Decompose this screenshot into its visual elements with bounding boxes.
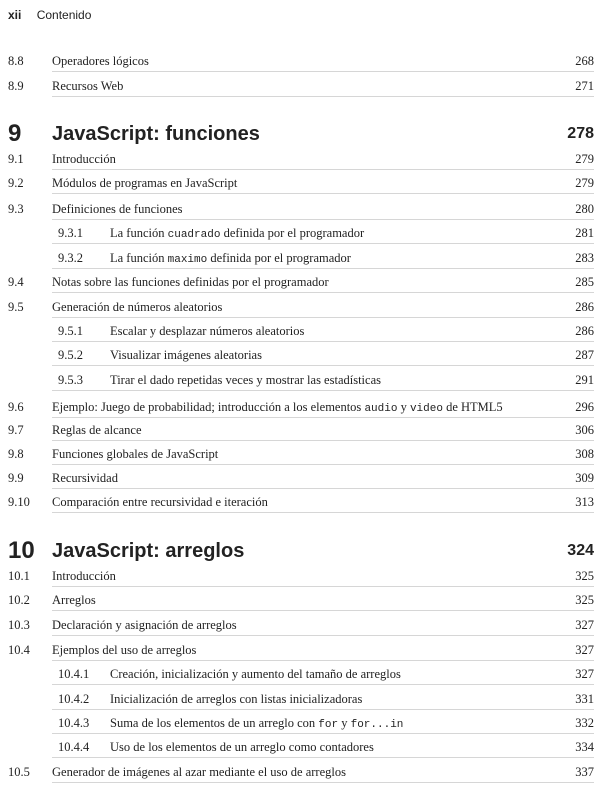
section-number: 8.8 [8, 54, 24, 68]
section-title: Declaración y asignación de arreglos [52, 618, 237, 632]
page-number: 285 [575, 275, 594, 289]
page-number: 271 [575, 79, 594, 93]
section-number: 10.3 [8, 618, 30, 632]
section-title: Creación, inicialización y aumento del tamaño de arreglos [110, 667, 401, 681]
page-number: 324 [567, 542, 594, 559]
toc-entry[interactable] [0, 398, 600, 416]
section-number: 9.5 [8, 300, 24, 314]
section-number: 9.3 [8, 202, 24, 216]
toc-entry[interactable] [0, 690, 600, 708]
section-title: Ejemplo: Juego de probabilidad; introducción a los elementos audio y video de HTML5 [52, 400, 503, 415]
code-term: cuadrado [167, 229, 221, 241]
page-number: 325 [575, 593, 594, 607]
section-number: 10.5 [8, 765, 30, 779]
page-number: 313 [575, 495, 594, 509]
row-divider [52, 586, 594, 587]
header-page-number: xii [8, 8, 22, 22]
chapter-number: 10 [8, 537, 35, 564]
row-divider [52, 782, 594, 783]
section-number: 9.8 [8, 447, 24, 461]
chapter-number: 9 [8, 120, 22, 147]
section-number: 9.4 [8, 275, 24, 289]
page-number: 279 [575, 176, 594, 190]
toc-entry[interactable] [0, 77, 600, 95]
section-number: 8.9 [8, 79, 24, 93]
chapter-title: JavaScript: funciones [52, 123, 260, 145]
row-divider [52, 635, 594, 636]
section-number: 9.2 [8, 176, 24, 190]
row-divider [52, 341, 594, 342]
row-divider [52, 71, 594, 72]
section-title: Comparación entre recursividad e iteración [52, 495, 268, 509]
page-number: 291 [575, 373, 594, 387]
section-number: 10.1 [8, 569, 30, 583]
page-number: 279 [575, 152, 594, 166]
page-number: 296 [575, 400, 594, 414]
section-number: 10.2 [8, 593, 30, 607]
toc-entry[interactable] [0, 200, 600, 218]
page-number: 327 [575, 667, 594, 681]
row-divider [52, 488, 594, 489]
section-number: 9.1 [8, 152, 24, 166]
section-number: 10.4.3 [58, 716, 90, 730]
row-divider [52, 193, 594, 194]
page-number: 281 [575, 226, 594, 240]
toc-entry[interactable] [0, 763, 600, 781]
row-divider [52, 417, 594, 418]
section-number: 10.4.2 [58, 692, 90, 706]
code-term: video [409, 403, 443, 415]
section-title: Definiciones de funciones [52, 202, 183, 216]
page-number: 325 [575, 569, 594, 583]
section-title: Módulos de programas en JavaScript [52, 176, 238, 190]
section-title: Introducción [52, 569, 116, 583]
toc-entry[interactable] [0, 298, 600, 316]
code-term: for [318, 719, 339, 731]
toc-entry[interactable] [0, 421, 600, 439]
page-number: 327 [575, 643, 594, 657]
page-number: 309 [575, 471, 594, 485]
section-title: Reglas de alcance [52, 423, 142, 437]
section-title: Notas sobre las funciones definidas por el programador [52, 275, 329, 289]
section-title: Uso de los elementos de un arreglo como contadores [110, 740, 374, 754]
page-number: 327 [575, 618, 594, 632]
toc-entry[interactable] [0, 249, 600, 267]
section-title: Introducción [52, 152, 116, 166]
page-header [8, 8, 91, 22]
page-number: 286 [575, 300, 594, 314]
row-divider [52, 268, 594, 269]
row-divider [52, 610, 594, 611]
code-term: audio [364, 403, 398, 415]
page-number: 332 [575, 716, 594, 730]
row-divider [52, 365, 594, 366]
row-divider [52, 219, 594, 220]
section-title: Arreglos [52, 593, 96, 607]
section-number: 9.5.1 [58, 324, 83, 338]
section-title: Recursos Web [52, 79, 124, 93]
page-number: 308 [575, 447, 594, 461]
section-number: 10.4.4 [58, 740, 90, 754]
section-number: 9.5.3 [58, 373, 83, 387]
row-divider [52, 733, 594, 734]
toc-entry[interactable] [0, 346, 600, 364]
section-number: 9.3.1 [58, 226, 83, 240]
section-number: 9.3.2 [58, 251, 83, 265]
section-title: Recursividad [52, 471, 118, 485]
section-title: Ejemplos del uso de arreglos [52, 643, 197, 657]
toc-entry[interactable] [0, 322, 600, 340]
toc-entry[interactable] [0, 665, 600, 683]
chapter-heading[interactable] [0, 537, 600, 565]
page-number: 283 [575, 251, 594, 265]
section-title: Suma de los elementos de un arreglo con for y for...in [110, 716, 404, 731]
row-divider [52, 96, 594, 97]
chapter-title: JavaScript: arreglos [52, 540, 245, 562]
code-term: maximo [167, 254, 208, 266]
toc-entry[interactable] [0, 591, 600, 609]
toc-entry[interactable] [0, 714, 600, 732]
toc-entry[interactable] [0, 616, 600, 634]
section-title: Generación de números aleatorios [52, 300, 223, 314]
row-divider [52, 464, 594, 465]
row-divider [52, 390, 594, 391]
page-number: 280 [575, 202, 594, 216]
toc-entry[interactable] [0, 371, 600, 389]
toc-entry[interactable] [0, 738, 600, 756]
page-number: 306 [575, 423, 594, 437]
row-divider [52, 292, 594, 293]
section-number: 9.10 [8, 495, 30, 509]
section-title: La función maximo definida por el programador [110, 251, 351, 266]
row-divider [52, 660, 594, 661]
page-number: 286 [575, 324, 594, 338]
page-number: 334 [575, 740, 594, 754]
toc-entry[interactable] [0, 641, 600, 659]
code-term: for...in [350, 719, 404, 731]
row-divider [52, 317, 594, 318]
toc-entry[interactable] [0, 52, 600, 70]
section-number: 10.4 [8, 643, 30, 657]
row-divider [52, 684, 594, 685]
toc-entry[interactable] [0, 150, 600, 168]
page-number: 287 [575, 348, 594, 362]
section-number: 9.5.2 [58, 348, 83, 362]
section-number: 9.7 [8, 423, 24, 437]
section-title: Visualizar imágenes aleatorias [110, 348, 262, 362]
row-divider [52, 440, 594, 441]
section-title: La función cuadrado definida por el programador [110, 226, 365, 241]
section-title: Operadores lógicos [52, 54, 149, 68]
row-divider [52, 169, 594, 170]
toc-entry[interactable] [0, 493, 600, 511]
row-divider [52, 757, 594, 758]
toc-entry[interactable] [0, 224, 600, 242]
section-title: Tirar el dado repetidas veces y mostrar las estadísticas [110, 373, 381, 387]
page-number: 278 [567, 125, 594, 142]
section-title: Inicialización de arreglos con listas inicializadoras [110, 692, 363, 706]
section-number: 10.4.1 [58, 667, 90, 681]
toc-entry[interactable] [0, 567, 600, 585]
chapter-heading[interactable] [0, 120, 600, 148]
section-number: 9.9 [8, 471, 24, 485]
row-divider [52, 512, 594, 513]
page-number: 268 [575, 54, 594, 68]
toc-entry[interactable] [0, 273, 600, 291]
section-number: 9.6 [8, 400, 24, 414]
page-number: 337 [575, 765, 594, 779]
toc-entry[interactable] [0, 445, 600, 463]
section-title: Generador de imágenes al azar mediante el uso de arreglos [52, 765, 346, 779]
section-title: Escalar y desplazar números aleatorios [110, 324, 305, 338]
section-title: Funciones globales de JavaScript [52, 447, 219, 461]
header-title: Contenido [36, 8, 92, 22]
toc-entry[interactable] [0, 174, 600, 192]
row-divider [52, 243, 594, 244]
page-number: 331 [575, 692, 594, 706]
toc-entry[interactable] [0, 469, 600, 487]
row-divider [52, 709, 594, 710]
